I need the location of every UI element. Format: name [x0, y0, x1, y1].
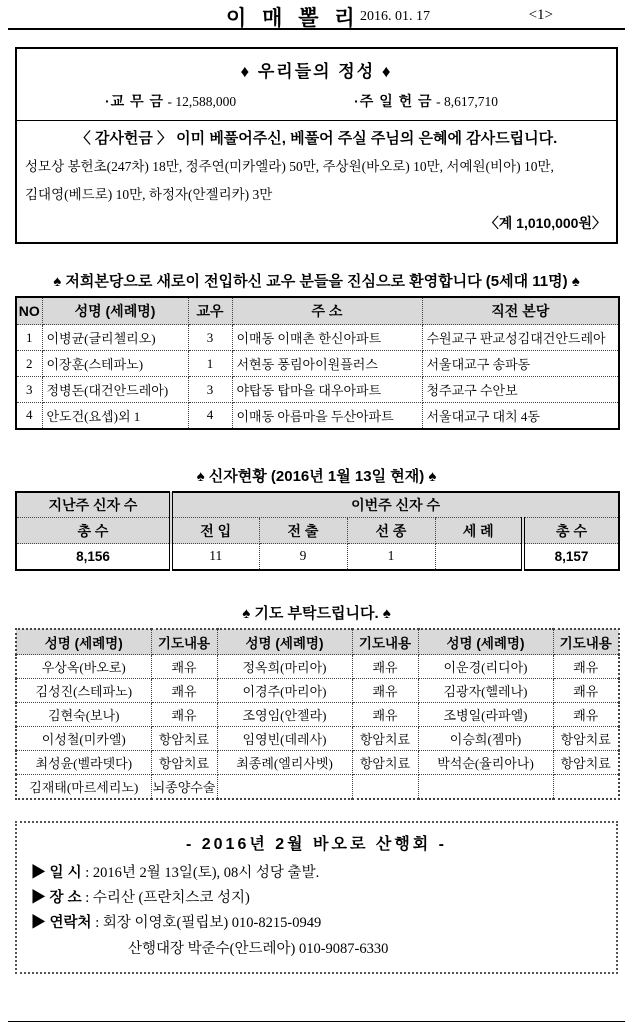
cell-intention: 항암치료: [553, 727, 619, 751]
cell-name: 이장훈(스테파노): [42, 351, 188, 377]
prayer-table: [15, 628, 620, 800]
cell-name: 이경주(마리아): [217, 679, 352, 703]
prayer-heading: ♠ 기도 부탁드립니다. ♠: [242, 604, 391, 622]
gyomu-value: - 12,588,000: [167, 94, 237, 109]
cell-name: 이병균(글리첼리오): [42, 325, 188, 351]
cell-name: 안도건(요셉)외 1: [42, 403, 188, 429]
col-header-deceased: 선 종: [347, 518, 435, 544]
offering-box: [15, 47, 618, 244]
col-header-address: 주 소: [232, 297, 422, 325]
cell-no: 1: [16, 325, 42, 351]
cell-name: [217, 775, 352, 799]
cell-name: 조영임(안젤라): [217, 703, 352, 727]
census-table: [15, 491, 620, 571]
cell-members: 3: [188, 325, 232, 351]
hiking-item-contact-2: [31, 937, 602, 962]
col-header-name: 성명 (세례명): [16, 629, 151, 655]
col-header-no: NO: [16, 297, 42, 325]
sunday-offering-amount: [354, 91, 498, 111]
value-total-last: 8,156: [16, 544, 171, 570]
census-sub-header-row: [16, 518, 619, 544]
cell-intention: 쾌유: [553, 679, 619, 703]
cell-intention: 쾌유: [151, 655, 217, 679]
col-header-intention: 기도내용: [352, 629, 418, 655]
col-header-name: 성명 (세례명): [217, 629, 352, 655]
hiking-item-contact: [31, 911, 602, 936]
col-header-members: 교우: [188, 297, 232, 325]
cell-name: 김광자(헬레나): [418, 679, 553, 703]
cell-name: [418, 775, 553, 799]
cell-name: 임영빈(데레사): [217, 727, 352, 751]
cell-name: 김재태(마르세리노): [16, 775, 151, 799]
col-header-total-this: 총 수: [523, 518, 619, 544]
page-header: [8, 0, 625, 30]
cell-name: 박석순(율리아나): [418, 751, 553, 775]
value-total-this: 8,157: [523, 544, 619, 570]
col-header-baptism: 세 례: [435, 518, 523, 544]
col-header-out: 전 출: [259, 518, 347, 544]
cell-no: 3: [16, 377, 42, 403]
sunday-offering-value: - 8,617,710: [436, 94, 498, 109]
col-header-prev-parish: 직전 본당: [422, 297, 619, 325]
cell-intention: [553, 775, 619, 799]
gyomu-amount: [105, 91, 236, 111]
cell-intention: 항암치료: [352, 751, 418, 775]
last-week-header: 지난주 신자 수: [16, 492, 171, 518]
cell-intention: 쾌유: [352, 655, 418, 679]
cell-intention: 쾌유: [151, 703, 217, 727]
table-row: [16, 679, 619, 703]
col-header-in: 전 입: [171, 518, 259, 544]
col-header-name: 성명 (세례명): [418, 629, 553, 655]
census-group-header-row: [16, 492, 619, 518]
table-row: [16, 775, 619, 799]
offering-amounts-row: [17, 84, 616, 120]
table-row: [16, 377, 619, 403]
cell-intention: 뇌종양수술: [151, 775, 217, 799]
table-row: [16, 751, 619, 775]
hiking-item-label: ▶ 연락처: [31, 915, 92, 932]
cell-intention: 항암치료: [553, 751, 619, 775]
table-row: [16, 727, 619, 751]
cell-prev-parish: 서울대교구 대치 4동: [422, 403, 619, 429]
cell-address: 이매동 이매촌 한신아파트: [232, 325, 422, 351]
prayer-header-row: [16, 629, 619, 655]
value-out: 9: [259, 544, 347, 570]
col-header-total-last: 총 수: [16, 518, 171, 544]
cell-intention: 쾌유: [352, 679, 418, 703]
cell-intention: 항암치료: [352, 727, 418, 751]
page-title: 이 매 뽈 리: [226, 7, 360, 30]
cell-members: 3: [188, 377, 232, 403]
cell-intention: [352, 775, 418, 799]
cell-intention: 쾌유: [352, 703, 418, 727]
col-header-intention: 기도내용: [151, 629, 217, 655]
cell-intention: 쾌유: [151, 679, 217, 703]
cell-name: 이승희(젬마): [418, 727, 553, 751]
value-baptism: [435, 544, 523, 570]
col-header-name: 성명 (세례명): [42, 297, 188, 325]
table-row: [16, 703, 619, 727]
hiking-box-title: - 2016년 2월 바오로 산행회 -: [185, 835, 448, 853]
table-row: [16, 325, 619, 351]
cell-name: 정병돈(대건안드레아): [42, 377, 188, 403]
thanks-offering-line: 〈 감사헌금 〉 이미 베풀어주신, 베풀어 주실 주님의 은혜에 감사드립니다.: [75, 130, 558, 147]
cell-intention: 항암치료: [151, 751, 217, 775]
cell-no: 4: [16, 403, 42, 429]
cell-address: 야탑동 탑마을 대우아파트: [232, 377, 422, 403]
cell-prev-parish: 수원교구 판교성김대건안드레아: [422, 325, 619, 351]
value-in: 11: [171, 544, 259, 570]
hiking-item-text: : 회장 이영호(필립보) 010-8215-0949: [91, 915, 322, 932]
cell-members: 1: [188, 351, 232, 377]
gyomu-label: ·교 무 금: [105, 93, 165, 109]
newcomers-table: [15, 296, 620, 430]
hiking-item-text: : 2016년 2월 13일(토), 08시 성당 출발.: [81, 864, 320, 881]
hiking-item-date: [31, 861, 602, 886]
donor-line-2: 김대영(베드로) 10만, 하정자(안젤리카) 3만: [25, 187, 273, 203]
cell-name: 조병일(라파엘): [418, 703, 553, 727]
page-number: <1>: [528, 7, 553, 23]
hiking-item-text: 산행대장 박준수(안드레아) 010-9087-6330: [128, 940, 389, 957]
cell-name: 이운경(리디아): [418, 655, 553, 679]
cell-name: 김성진(스테파노): [16, 679, 151, 703]
cell-prev-parish: 청주교구 수안보: [422, 377, 619, 403]
cell-intention: 쾌유: [553, 655, 619, 679]
table-row: [16, 351, 619, 377]
cell-name: 정옥희(마리아): [217, 655, 352, 679]
donor-line-1: 성모상 봉헌초(247차) 18만, 정주연(미카엘라) 50만, 주상원(바오로) 10만, 서예원(비아) 10만,: [25, 159, 554, 174]
sunday-offering-label: ·주 일 헌 금: [354, 93, 433, 109]
cell-name: 최종례(엘리사벳): [217, 751, 352, 775]
cell-name: 우상옥(바오로): [16, 655, 151, 679]
cell-name: 이성철(미카엘): [16, 727, 151, 751]
cell-name: 김현숙(보나): [16, 703, 151, 727]
offering-box-title: ♦ 우리들의 정성 ♦: [240, 62, 393, 81]
census-heading: ♠ 신자현황 (2016년 1월 13일 현재) ♠: [196, 467, 437, 485]
cell-intention: 쾌유: [553, 703, 619, 727]
this-week-header: 이번주 신자 수: [171, 492, 619, 518]
cell-address: 서현동 풍림아이원플러스: [232, 351, 422, 377]
census-values-row: [16, 544, 619, 570]
col-header-intention: 기도내용: [553, 629, 619, 655]
value-deceased: 1: [347, 544, 435, 570]
cell-intention: 항암치료: [151, 727, 217, 751]
table-row: [16, 403, 619, 429]
issue-date: 2016. 01. 17: [360, 9, 430, 24]
hiking-item-label: ▶ 장 소: [31, 890, 82, 906]
cell-members: 4: [188, 403, 232, 429]
cell-prev-parish: 서울대교구 송파동: [422, 351, 619, 377]
cell-no: 2: [16, 351, 42, 377]
newcomers-heading: ♠ 저희본당으로 새로이 전입하신 교우 분들을 진심으로 환영합니다 (5세대 11명) ♠: [53, 272, 580, 290]
hiking-item-text: : 수리산 (프란치스코 성지): [81, 890, 250, 906]
hiking-item-place: [31, 886, 602, 911]
table-row: [16, 655, 619, 679]
hiking-item-label: ▶ 일 시: [31, 864, 82, 881]
cell-name: 최성윤(벨라뎃다): [16, 751, 151, 775]
hiking-club-box: [15, 821, 618, 975]
donation-total: 〈계 1,010,000원〉: [484, 214, 606, 231]
newcomers-header-row: [16, 297, 619, 325]
cell-address: 이매동 아름마을 두산아파트: [232, 403, 422, 429]
